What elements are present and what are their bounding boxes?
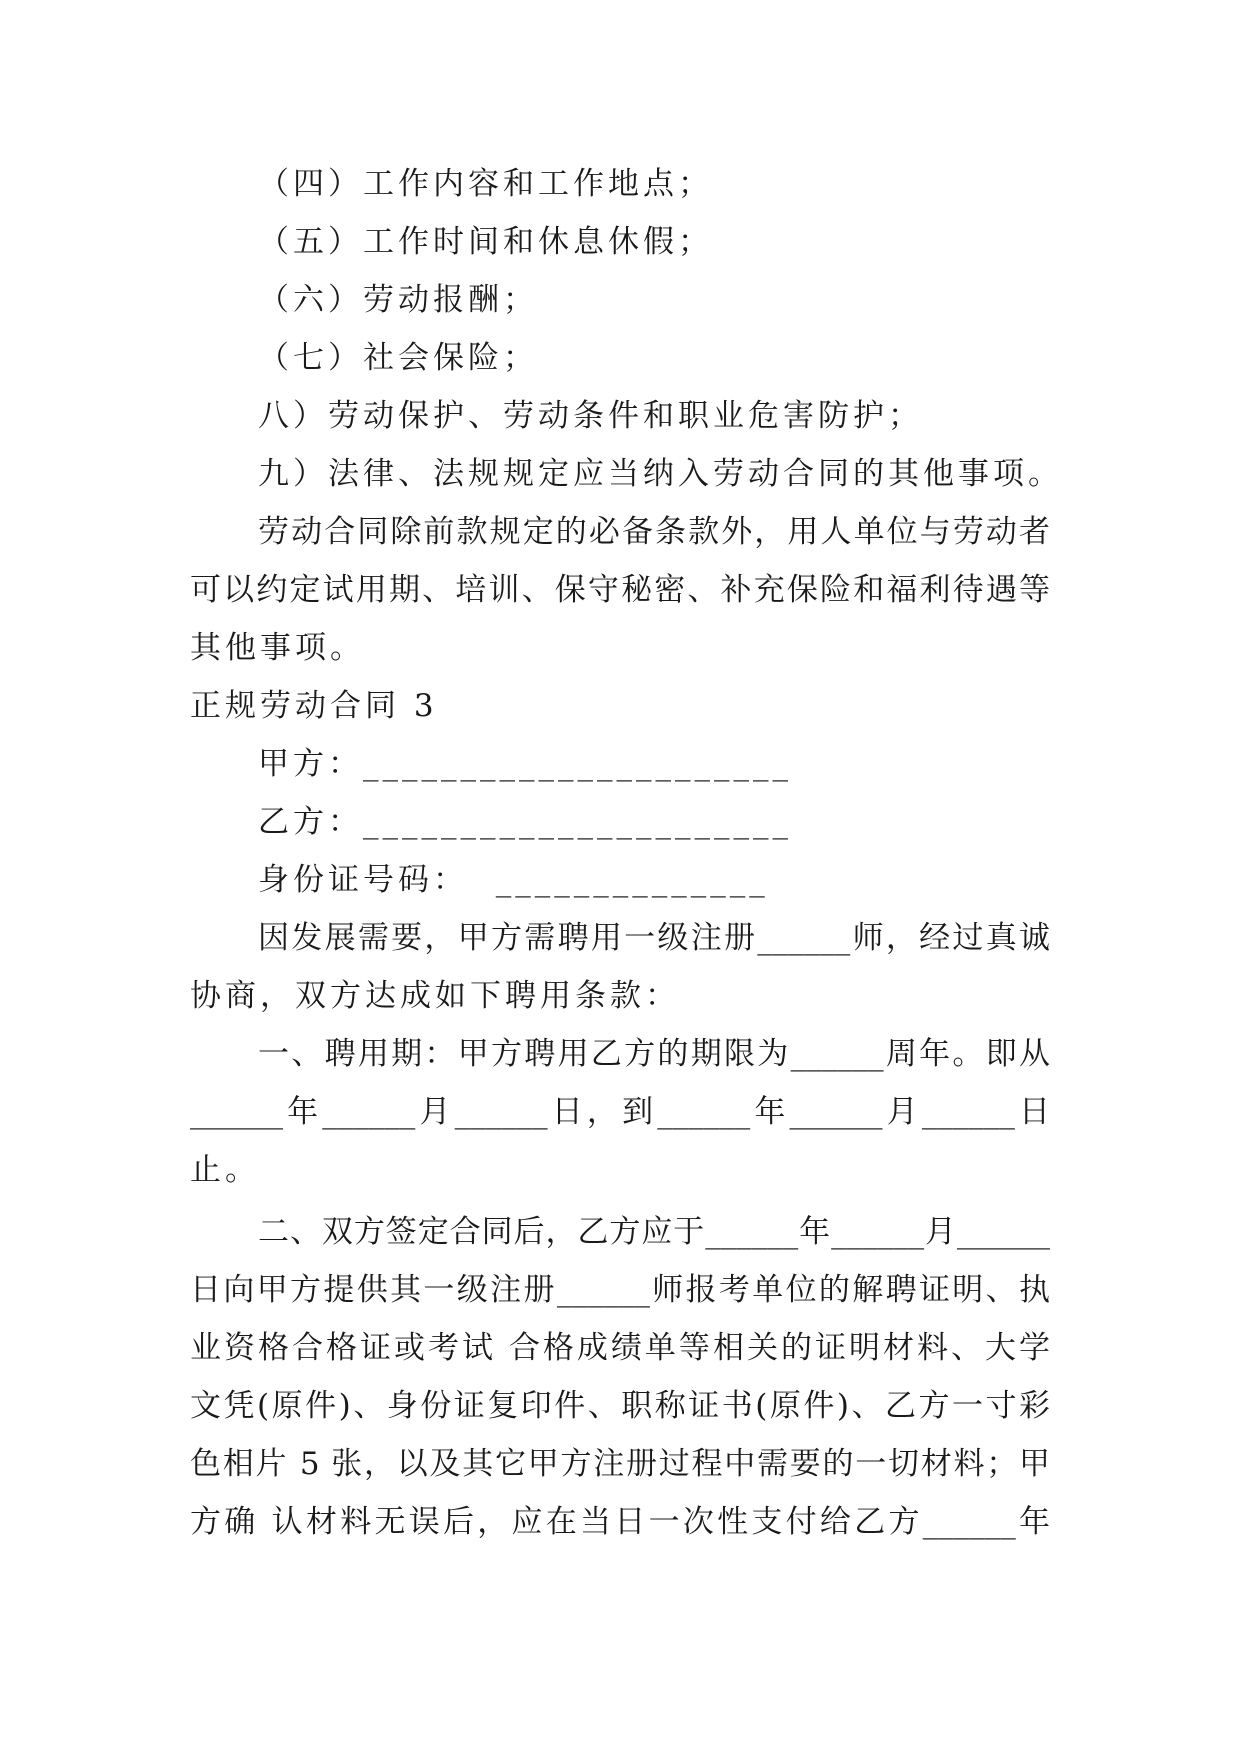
clause-two-line: 业资格合格证或考试 合格成绩单等相关的证明材料、大学 [190,1330,1050,1366]
id-number-field: 身份证号码： ______________ [258,862,769,898]
paragraph-line: 劳动合同除前款规定的必备条款外，用人单位与劳动者 [258,514,1050,550]
clause-one-line: ______年______月______日，到______年______月______日 [190,1094,1050,1130]
item-six: （六）劳动报酬； [258,282,538,318]
item-nine: 九）法律、法规规定应当纳入劳动合同的其他事项。 [258,456,1063,492]
paragraph-line: 其他事项。 [190,630,365,666]
item-eight: 八）劳动保护、劳动条件和职业危害防护； [258,398,923,434]
item-five: （五）工作时间和休息休假； [258,224,713,260]
clause-one-line: 止。 [190,1152,260,1188]
paragraph-line: 可以约定试用期、培训、保守秘密、补充保险和福利待遇等 [190,572,1050,608]
clause-two-line: 色相片 5 张，以及其它甲方注册过程中需要的一切材料；甲 [190,1446,1050,1482]
paragraph-line: 协商，双方达成如下聘用条款： [190,978,680,1014]
party-b-field: 乙方：______________________ [258,804,792,840]
clause-one-line: 一、聘用期：甲方聘用乙方的期限为______周年。即从 [258,1036,1050,1072]
paragraph-line: 因发展需要，甲方需聘用一级注册______师，经过真诚 [258,920,1050,956]
clause-two-line: 文凭(原件)、身份证复印件、职称证书(原件)、乙方一寸彩 [190,1388,1050,1424]
clause-two-line: 日向甲方提供其一级注册______师报考单位的解聘证明、执 [190,1272,1050,1308]
party-a-field: 甲方：______________________ [258,746,792,782]
clause-two-line: 二、双方签定合同后，乙方应于______年______月______ [258,1214,1050,1250]
item-seven: （七）社会保险； [258,340,538,376]
section-title: 正规劳动合同 3 [190,688,438,724]
clause-two-line: 方确 认材料无误后，应在当日一次性支付给乙方______年 [190,1504,1050,1540]
item-four: （四）工作内容和工作地点； [258,166,713,202]
